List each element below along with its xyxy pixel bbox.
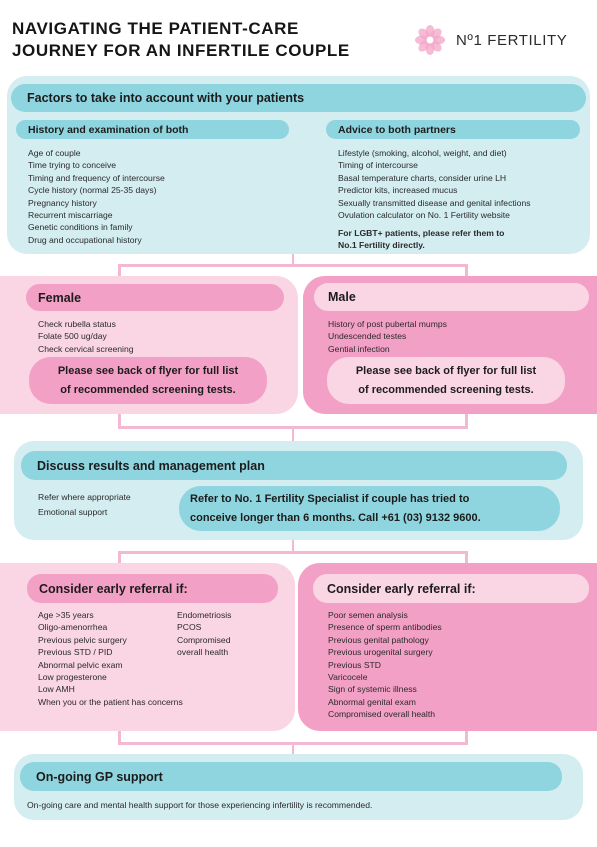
list-item: Previous genital pathology [328,634,429,645]
referral-female-list-2 [177,609,231,659]
male-list [328,318,447,355]
discuss-note-line-2: conceive longer than 6 months. Call +61 (03) 9132 9600. [190,511,481,524]
discuss-list [38,490,131,520]
connector-2 [292,428,294,441]
list-item: Timing and frequency of intercourse [28,172,165,183]
female-note-line-2: of recommended screening tests. [60,383,236,396]
discuss-note [179,486,560,531]
list-item: Lifestyle (smoking, alcohol, weight, and diet) [338,148,507,158]
list-item: Cycle history (normal 25-35 days) [28,185,157,196]
list-item: Basal temperature charts, consider urine LH [338,172,507,183]
history-list [28,147,165,246]
referral-female-list [38,609,183,708]
advice-title: Advice to both partners [326,120,580,139]
title-line-2: JOURNEY FOR AN INFERTILE COUPLE [12,41,350,60]
title-line-1: NAVIGATING THE PATIENT-CARE [12,19,299,38]
list-item: Low AMH [38,684,75,695]
list-item: Abnormal pelvic exam [38,659,123,670]
male-title: Male [314,283,589,311]
list-item: Folate 500 ug/day [38,331,107,342]
lgbt-note-line-2: No.1 Fertility directly. [338,240,425,251]
list-item: Abnormal genital exam [328,696,416,707]
referral-male-list [328,609,442,721]
list-item: Recurrent miscarriage [28,210,113,221]
list-item: Ovulation calculator on No. 1 Fertility website [338,210,510,221]
factors-title: Factors to take into account with your patients [11,84,586,112]
connector-1-left [118,264,121,276]
list-item: Poor semen analysis [328,610,408,620]
male-note [327,357,565,404]
logo-text: Nº1 FERTILITY [456,31,568,49]
list-item: Emotional support [38,507,108,517]
connector-1-bar [118,264,468,267]
ongoing-title: On-going GP support [20,762,562,791]
female-list [38,318,134,355]
list-item: Previous STD / PID [38,647,113,658]
connector-4 [292,744,294,754]
connector-3-bar [118,551,468,554]
list-item: Check rubella status [38,319,116,329]
list-item: Endometriosis [177,610,232,620]
list-item: Presence of sperm antibodies [328,622,442,633]
list-item: Pregnancy history [28,197,97,208]
flower-icon [414,24,446,56]
list-item: Check cervical screening [38,343,134,354]
lgbt-note-line-1: For LGBT+ patients, please refer them to [338,228,505,238]
list-item: Compromised overall health [328,709,435,720]
advice-list [338,147,531,221]
list-item: Genetic conditions in family [28,222,133,233]
referral-female-title: Consider early referral if: [27,574,278,603]
discuss-note-line-1: Refer to No. 1 Fertility Specialist if couple has tried to [190,492,470,505]
female-note-line-1: Please see back of flyer for full list [57,364,239,377]
list-item: Gential infection [328,343,390,354]
list-item: Sign of systemic illness [328,684,417,695]
ongoing-text: On-going care and mental health support for those experiencing infertility is recommended. [27,800,373,810]
list-item: overall health [177,647,229,658]
logo [414,22,586,58]
list-item: When you or the patient has concerns [38,696,183,707]
list-item: History of post pubertal mumps [328,319,447,329]
list-item: Previous STD [328,659,382,670]
lgbt-note [338,227,504,252]
list-item: Drug and occupational history [28,234,142,245]
female-note [29,357,267,404]
list-item: Predictor kits, increased mucus [338,185,458,196]
list-item: Age of couple [28,148,81,158]
list-item: Timing of intercourse [338,160,418,171]
list-item: Low progesterone [38,672,107,683]
list-item: Refer where appropriate [38,492,131,502]
list-item: Oligo-amenorrhea [38,622,108,633]
discuss-title: Discuss results and management plan [21,451,567,480]
list-item: PCOS [177,622,202,633]
history-title: History and examination of both [16,120,289,139]
referral-male-title: Consider early referral if: [313,574,589,603]
list-item: Previous urogenital surgery [328,647,433,658]
list-item: Time trying to conceive [28,160,117,171]
list-item: Undescended testes [328,331,407,342]
list-item: Compromised [177,634,231,645]
male-note-line-2: of recommended screening tests. [358,383,534,396]
list-item: Sexually transmitted disease and genital infections [338,197,531,208]
connector-1-right [465,264,468,276]
list-item: Varicocele [328,672,368,683]
list-item: Age >35 years [38,610,94,620]
list-item: Previous pelvic surgery [38,634,127,645]
female-title: Female [26,284,284,311]
male-note-line-1: Please see back of flyer for full list [355,364,537,377]
page-title [12,18,412,62]
